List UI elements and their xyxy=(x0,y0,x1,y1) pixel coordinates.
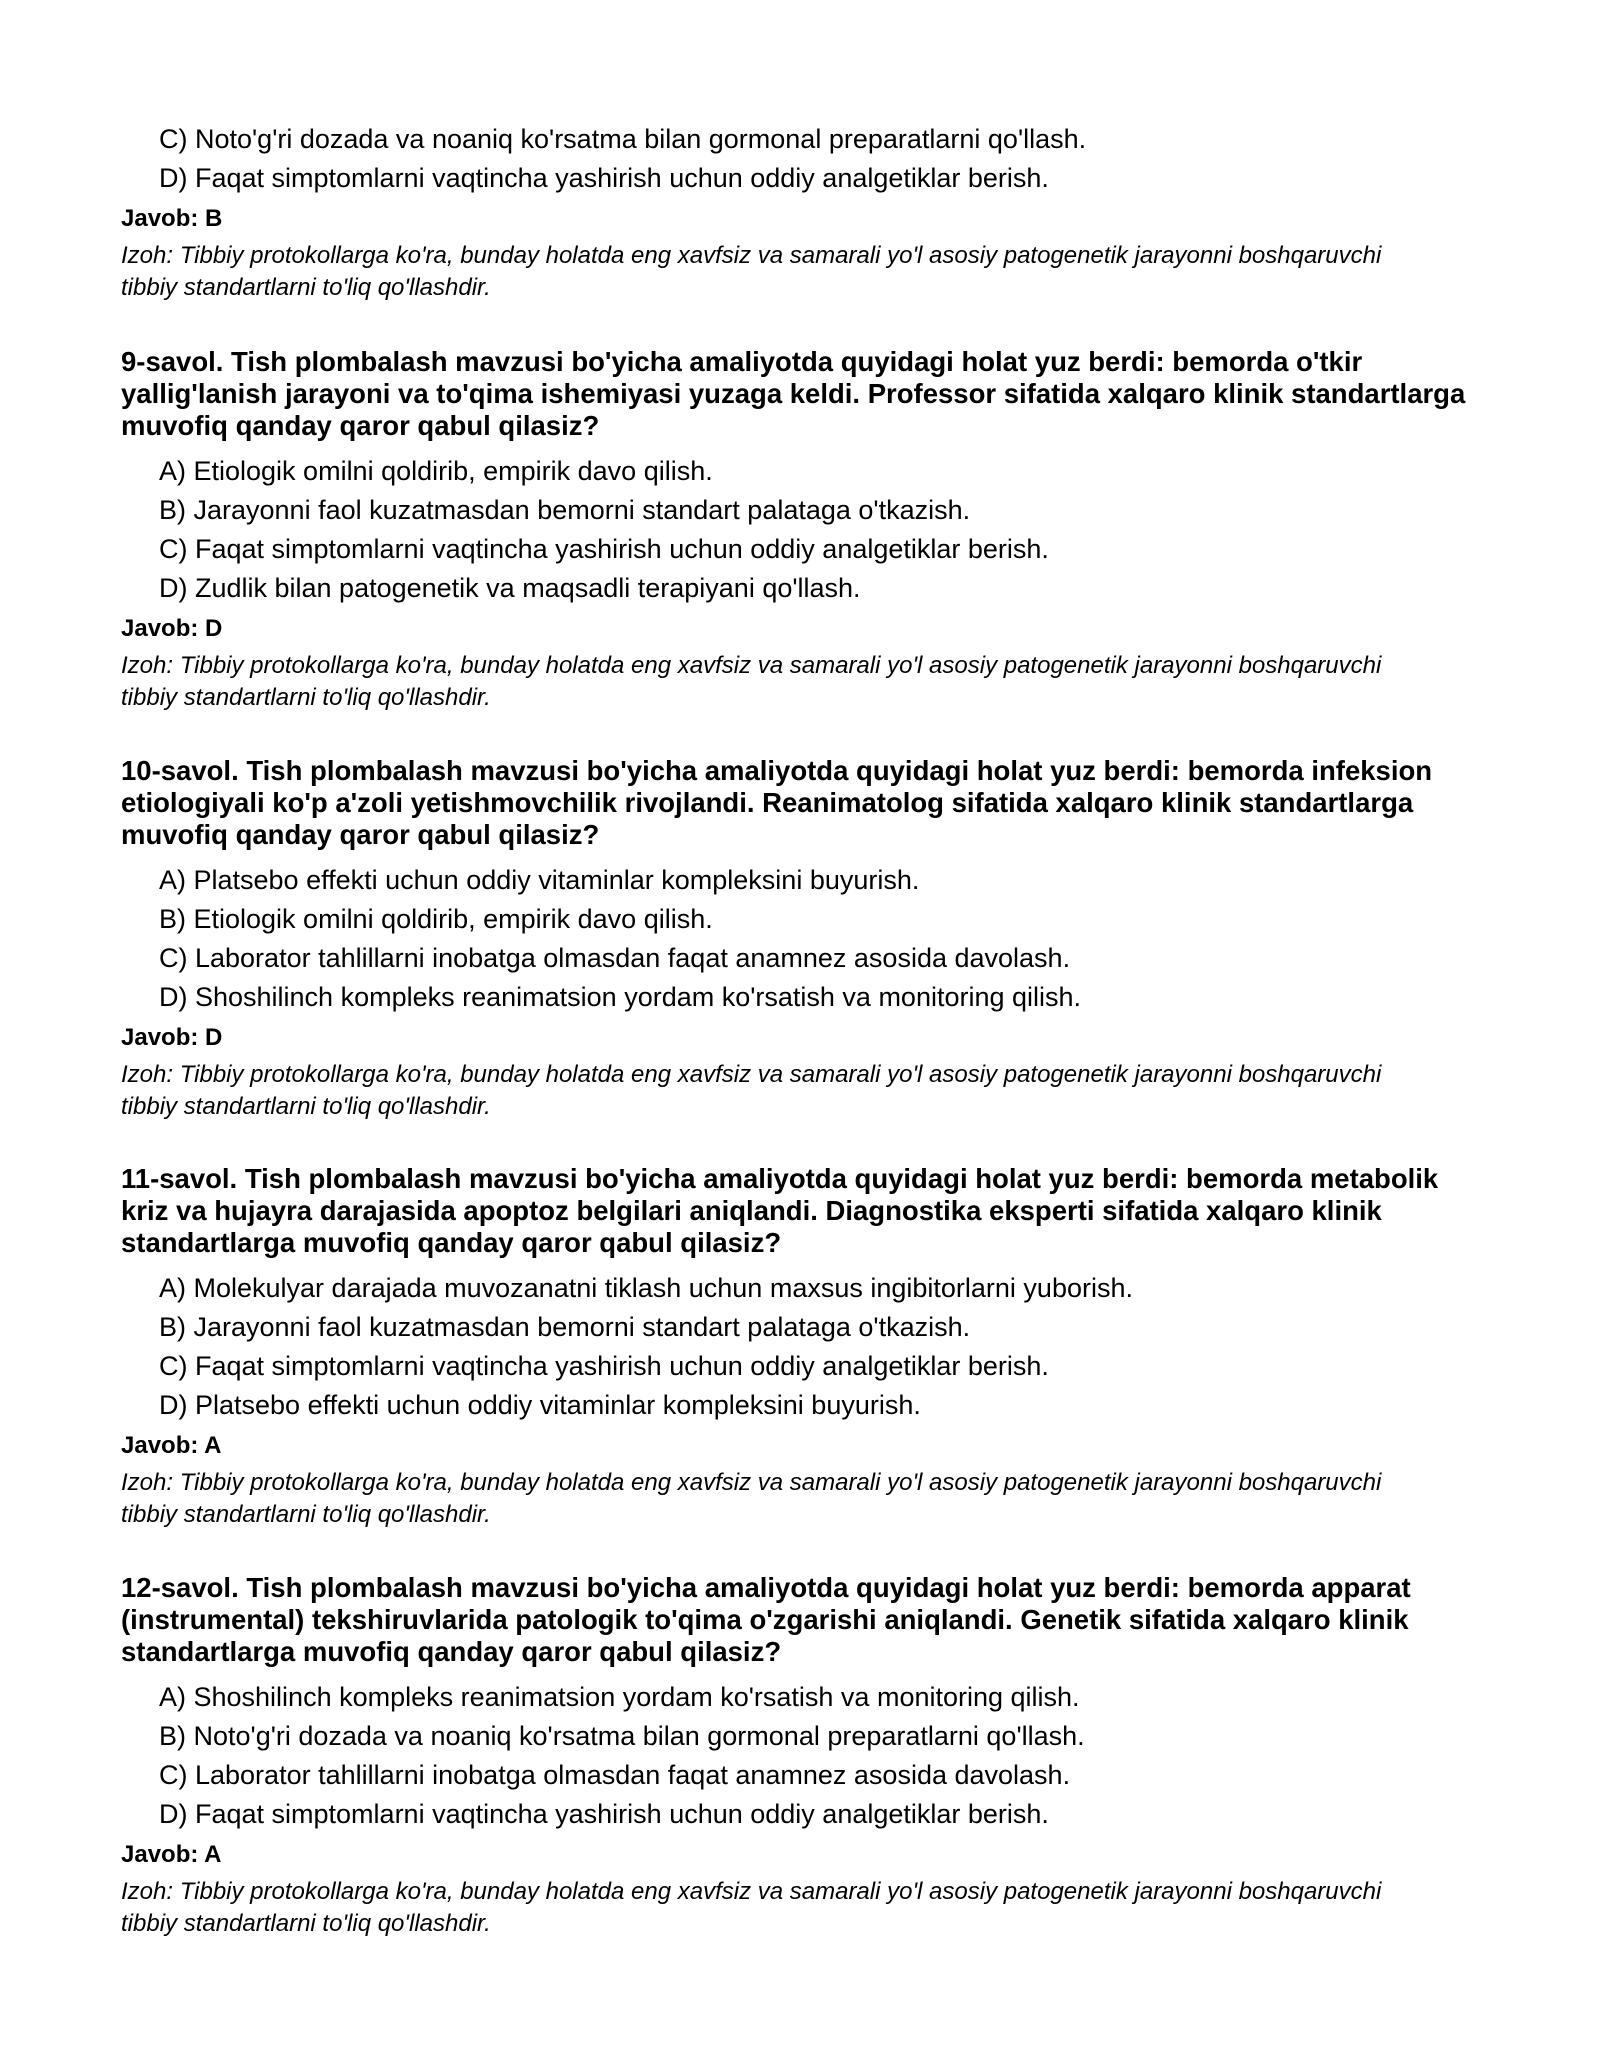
answer-explanation: Izoh: Tibbiy protokollarga ko'ra, bunday holatda eng xavfsiz va samarali yo'l asosiy patogenetik jarayonni boshqaruvchi tibbiy standartlarni to'liq qo'llashdir. xyxy=(121,1469,1382,1528)
question-text: 12-savol. Tish plombalash mavzusi bo'yicha amaliyotda quyidagi holat yuz berdi: bemorda apparat (instrumental) tekshiruvlarida patologik to'qima o'zgarishi aniqlandi. Genetik sifatida xalqaro klinik standartlarga muvofiq qanday qaror qabul qilasiz? xyxy=(121,1572,1411,1667)
answer-option: D) Platsebo effekti uchun oddiy vitaminlar kompleksini buyurish. xyxy=(159,1390,921,1420)
answer-option: C) Laborator tahlillarni inobatga olmasdan faqat anamnez asosida davolash. xyxy=(159,943,1071,973)
answer-key: Javob: A xyxy=(121,1841,222,1868)
previous-question-fragment xyxy=(121,120,1481,304)
answer-option: B) Jarayonni faol kuzatmasdan bemorni standart palataga o'tkazish. xyxy=(159,495,971,525)
answer-explanation: Izoh: Tibbiy protokollarga ko'ra, bunday holatda eng xavfsiz va samarali yo'l asosiy patogenetik jarayonni boshqaruvchi tibbiy standartlarni to'liq qo'llashdir. xyxy=(121,1061,1382,1120)
answer-option: A) Platsebo effekti uchun oddiy vitaminlar kompleksini buyurish. xyxy=(159,865,920,895)
question-text: 10-savol. Tish plombalash mavzusi bo'yicha amaliyotda quyidagi holat yuz berdi: bemorda infeksion etiologiyali ko'p a'zoli yetishmovchilik rivojlandi. Reanimatolog sifatida xalqaro klinik standartlarga muvofiq qanday qaror qabul qilasiz? xyxy=(121,755,1433,850)
question-block-11 xyxy=(121,1163,1481,1531)
answer-option: A) Shoshilinch kompleks reanimatsion yordam ko'rsatish va monitoring qilish. xyxy=(159,1682,1080,1712)
question-text: 9-savol. Tish plombalash mavzusi bo'yicha amaliyotda quyidagi holat yuz berdi: bemorda o'tkir yallig'lanish jarayoni va to'qima ishemiyasi yuzaga keldi. Professor sifatida xalqaro klinik standartlarga muvofiq qanday qaror qabul qilasiz? xyxy=(121,346,1466,441)
answer-explanation: Izoh: Tibbiy protokollarga ko'ra, bunday holatda eng xavfsiz va samarali yo'l asosiy patogenetik jarayonni boshqaruvchi tibbiy standartlarni to'liq qo'llashdir. xyxy=(121,652,1382,711)
answer-option: B) Noto'g'ri dozada va noaniq ko'rsatma bilan gormonal preparatlarni qo'llash. xyxy=(159,1721,1085,1751)
answer-option: C) Noto'g'ri dozada va noaniq ko'rsatma bilan gormonal preparatlarni qo'llash. xyxy=(159,124,1087,154)
question-block-12 xyxy=(121,1572,1481,1940)
answer-key: Javob: D xyxy=(121,615,223,642)
answer-option: A) Etiologik omilni qoldirib, empirik davo qilish. xyxy=(159,456,713,486)
answer-option: D) Zudlik bilan patogenetik va maqsadli terapiyani qo'llash. xyxy=(159,573,861,603)
answer-key: Javob: D xyxy=(121,1024,223,1051)
question-block-9 xyxy=(121,346,1481,714)
question-text: 11-savol. Tish plombalash mavzusi bo'yicha amaliyotda quyidagi holat yuz berdi: bemorda metabolik kriz va hujayra darajasida apoptoz belgilari aniqlandi. Diagnostika eksperti sifatida xalqaro klinik standartlarga muvofiq qanday qaror qabul qilasiz? xyxy=(121,1163,1439,1258)
answer-option: A) Molekulyar darajada muvozanatni tiklash uchun maxsus ingibitorlarni yuborish. xyxy=(159,1273,1133,1303)
answer-option: D) Faqat simptomlarni vaqtincha yashirish uchun oddiy analgetiklar berish. xyxy=(159,1799,1049,1829)
answer-option: D) Shoshilinch kompleks reanimatsion yordam ko'rsatish va monitoring qilish. xyxy=(159,982,1082,1012)
answer-key: Javob: A xyxy=(121,1432,222,1459)
answer-option: B) Jarayonni faol kuzatmasdan bemorni standart palataga o'tkazish. xyxy=(159,1312,971,1342)
answer-key: Javob: B xyxy=(121,205,223,232)
answer-option: C) Faqat simptomlarni vaqtincha yashirish uchun oddiy analgetiklar berish. xyxy=(159,1351,1049,1381)
answer-option: C) Laborator tahlillarni inobatga olmasdan faqat anamnez asosida davolash. xyxy=(159,1760,1071,1790)
answer-option: B) Etiologik omilni qoldirib, empirik davo qilish. xyxy=(159,904,713,934)
question-block-10 xyxy=(121,755,1481,1123)
answer-explanation: Izoh: Tibbiy protokollarga ko'ra, bunday holatda eng xavfsiz va samarali yo'l asosiy patogenetik jarayonni boshqaruvchi tibbiy standartlarni to'liq qo'llashdir. xyxy=(121,242,1382,301)
answer-explanation: Izoh: Tibbiy protokollarga ko'ra, bunday holatda eng xavfsiz va samarali yo'l asosiy patogenetik jarayonni boshqaruvchi tibbiy standartlarni to'liq qo'llashdir. xyxy=(121,1878,1382,1937)
answer-option: D) Faqat simptomlarni vaqtincha yashirish uchun oddiy analgetiklar berish. xyxy=(159,163,1049,193)
answer-option: C) Faqat simptomlarni vaqtincha yashirish uchun oddiy analgetiklar berish. xyxy=(159,534,1049,564)
